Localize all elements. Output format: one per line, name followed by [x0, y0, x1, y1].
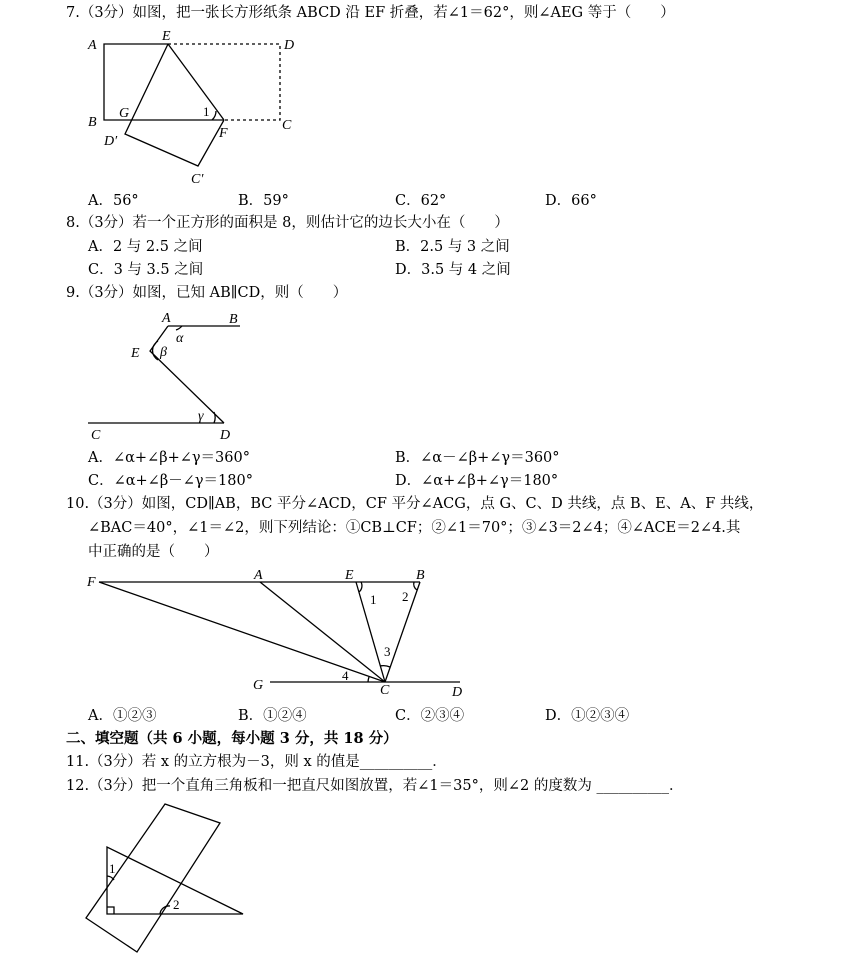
q7-label-C: C [282, 118, 292, 133]
q7-label-F: F [219, 126, 228, 141]
q9-label-beta: β [160, 345, 167, 360]
q7-label-1: 1 [203, 104, 210, 119]
q12-label-2: 2 [173, 897, 180, 912]
q12-angle1-arc [107, 876, 114, 880]
q11-stem[interactable]: 11.（3分）若 x 的立方根为－3，则 x 的值是__________． [66, 754, 447, 770]
q7-fold-line-EF [168, 44, 224, 120]
q9-label-A: A [162, 311, 171, 326]
q9-label-C: C [91, 428, 101, 443]
section2-heading: 二、填空题（共 6 小题，每小题 3 分，共 18 分） [66, 730, 398, 747]
q10-label-F: F [87, 575, 96, 590]
q7-label-E: E [162, 29, 171, 44]
q12-stem[interactable]: 12.（3分）把一个直角三角板和一把直尺如图放置，若∠1＝35°，则∠2 的度数为 __________． [66, 778, 684, 794]
q8-stem: 8.（3分）若一个正方形的面积是 8，则估计它的边长大小在（ ） [66, 215, 509, 231]
q7-stem: 7.（3分）如图，把一张长方形纸条 ABCD 沿 EF 折叠，若∠1＝62°，则∠AEG 等于（ ） [66, 5, 675, 21]
q10-option-d[interactable]: D．①②③④ [545, 708, 630, 724]
q10-label-C: C [380, 683, 390, 698]
q10-label-1: 1 [370, 592, 377, 607]
q7-option-d[interactable]: D．66° [545, 193, 597, 209]
q10-angle3-arc [380, 666, 390, 667]
q10-option-b[interactable]: B．①②④ [238, 708, 307, 724]
q10-angle2-arc [414, 582, 417, 590]
q9-label-D: D [220, 428, 231, 443]
q9-figure [80, 305, 260, 445]
q9-option-a[interactable]: A．∠α+∠β+∠γ＝360° [88, 450, 250, 466]
q10-stem-line3: 中正确的是（ ） [88, 544, 219, 560]
q9-polyline-AED [150, 326, 224, 423]
q7-label-B: B [88, 115, 97, 130]
q9-option-d[interactable]: D．∠α+∠β+∠γ＝180° [395, 473, 559, 489]
q12-ruler [86, 804, 220, 952]
q7-label-D: D [284, 38, 295, 53]
q9-option-c[interactable]: C．∠α+∠β－∠γ＝180° [88, 473, 253, 489]
q7-label-A: A [88, 38, 97, 53]
q9-label-E: E [131, 346, 140, 361]
q10-stem-line1: 10.（3分）如图，CD∥AB，BC 平分∠ACD，CF 平分∠ACG，点 G、C、D 共线，点 B、E、A、F 共线， [66, 496, 764, 512]
q8-option-a[interactable]: A．2 与 2.5 之间 [88, 239, 203, 255]
q10-label-E: E [345, 568, 354, 583]
q10-label-G: G [253, 678, 264, 693]
q10-option-a[interactable]: A．①②③ [88, 708, 157, 724]
q10-stem-line2: ∠BAC＝40°，∠1＝∠2，则下列结论：①CB⊥CF；②∠1＝70°；③∠3＝2∠4；④∠ACE＝2∠4.其 [88, 520, 741, 536]
q8-option-c[interactable]: C．3 与 3.5 之间 [88, 262, 204, 278]
q12-right-angle-mark [107, 907, 114, 914]
q7-label-Cprime: C′ [191, 172, 204, 187]
q8-option-d[interactable]: D．3.5 与 4 之间 [395, 262, 511, 278]
q12-label-1: 1 [109, 861, 116, 876]
q10-label-2: 2 [402, 589, 409, 604]
q10-label-3: 3 [384, 644, 391, 659]
q8-option-b[interactable]: B．2.5 与 3 之间 [395, 239, 510, 255]
q10-label-4: 4 [342, 668, 349, 683]
q7-rect-right-dashed [168, 44, 280, 120]
q9-stem: 9.（3分）如图，已知 AB∥CD，则（ ） [66, 285, 348, 301]
q9-label-alpha: α [176, 331, 184, 346]
q7-option-a[interactable]: A．56° [88, 193, 139, 209]
q9-label-B: B [229, 312, 238, 327]
q10-option-c[interactable]: C．②③④ [395, 708, 465, 724]
q10-label-D: D [452, 685, 463, 700]
q9-gamma-arc [214, 412, 215, 423]
q12-figure [80, 800, 260, 960]
q9-label-gamma: γ [198, 409, 204, 424]
q10-figure [80, 565, 480, 700]
q10-angle1-arc [359, 582, 362, 592]
q10-label-B: B [416, 568, 425, 583]
q7-label-G: G [119, 106, 130, 121]
q7-option-c[interactable]: C．62° [395, 193, 447, 209]
q10-angle4-arc [368, 677, 369, 682]
q7-option-b[interactable]: B．59° [238, 193, 289, 209]
q10-label-A: A [254, 568, 263, 583]
q7-label-Dprime: D′ [104, 134, 118, 149]
q7-angle1-arc [212, 111, 216, 120]
q10-line-FC [99, 582, 385, 682]
q10-line-AC [260, 582, 385, 682]
q9-option-b[interactable]: B．∠α－∠β+∠γ＝360° [395, 450, 560, 466]
q7-figure [80, 28, 320, 193]
